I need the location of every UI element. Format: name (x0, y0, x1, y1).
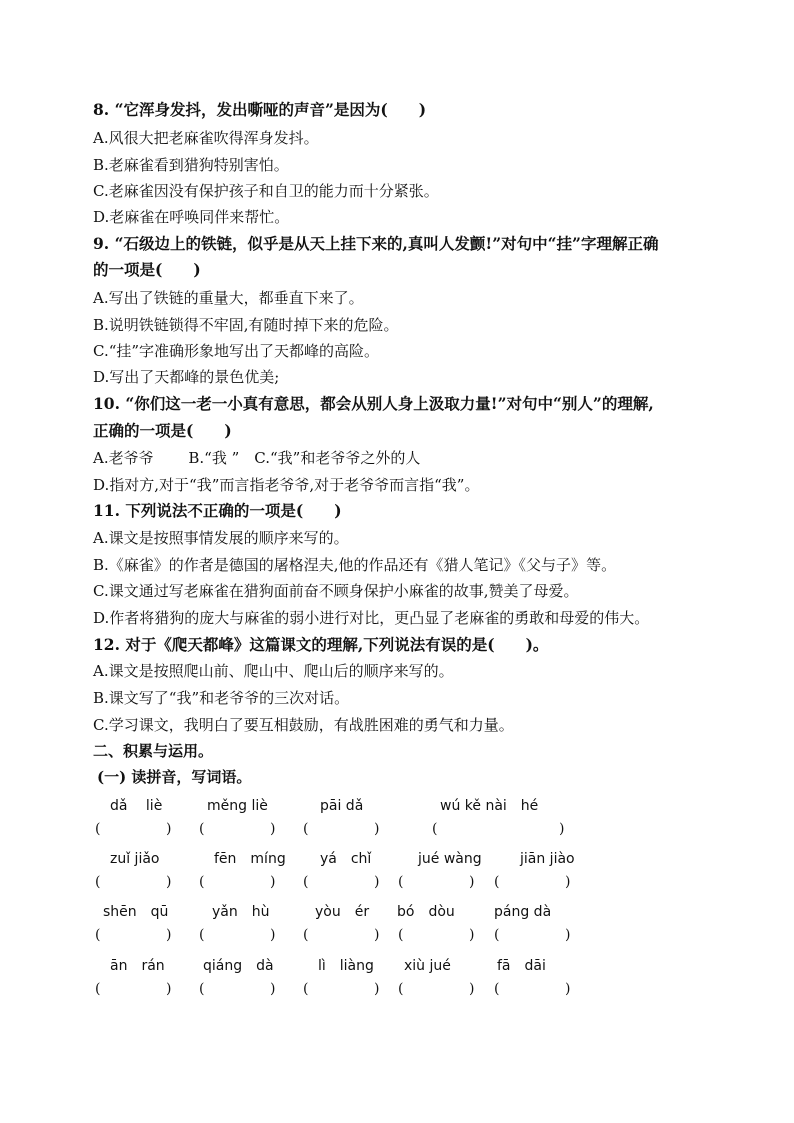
pinyin-label: měng liè (207, 798, 268, 814)
pinyin-label: shēn qū (103, 904, 169, 920)
pinyin-label: fēn míng (214, 851, 286, 867)
answer-blank-left-paren: ( (303, 821, 309, 837)
pinyin-label: zuǐ jiǎo (110, 851, 160, 867)
answer-blank-right-paren: ) (559, 821, 565, 837)
pinyin-label: yǎn hù (212, 904, 270, 920)
answer-blank-right-paren: ) (166, 874, 172, 890)
answer-blank-right-paren: ) (374, 927, 380, 943)
question-11-option-d: D.作者将猎狗的庞大与麻雀的弱小进行对比，更凸显了老麻雀的勇敢和母爱的伟大。 (93, 609, 650, 627)
pinyin-label: jué wàng (418, 851, 482, 867)
answer-blank-left-paren: ( (398, 981, 404, 997)
question-9-option-b: B.说明铁链锁得不牢固,有随时掉下来的危险。 (93, 316, 399, 334)
answer-blank-left-paren: ( (432, 821, 438, 837)
pinyin-label: ān rán (110, 958, 165, 974)
answer-blank-right-paren: ) (374, 874, 380, 890)
answer-blank-left-paren: ( (95, 874, 101, 890)
answer-blank-left-paren: ( (494, 981, 500, 997)
question-12-stem: 12. 对于《爬天都峰》这篇课文的理解,下列说法有误的是( )。 (93, 635, 549, 654)
answer-blank-left-paren: ( (199, 874, 205, 890)
question-8-option-c: C.老麻雀因没有保护孩子和自卫的能力而十分紧张。 (93, 182, 439, 200)
answer-blank-right-paren: ) (469, 927, 475, 943)
answer-blank-right-paren: ) (469, 981, 475, 997)
pinyin-label: qiáng dà (203, 958, 274, 974)
answer-blank-right-paren: ) (166, 821, 172, 837)
section-title: 二、积累与运用。 (93, 742, 214, 760)
answer-blank-left-paren: ( (303, 981, 309, 997)
answer-blank-left-paren: ( (95, 927, 101, 943)
answer-blank-right-paren: ) (565, 981, 571, 997)
answer-blank-left-paren: ( (303, 874, 309, 890)
question-12-option-b: B.课文写了“我”和老爷爷的三次对话。 (93, 689, 350, 707)
pinyin-label: páng dà (494, 904, 552, 920)
question-11-stem: 11. 下列说法不正确的一项是( ) (93, 501, 342, 520)
answer-blank-left-paren: ( (95, 981, 101, 997)
question-10-option-abc: A.老爷爷 B.“我 ” C.“我”和老爷爷之外的人 (93, 449, 421, 467)
pinyin-label: fā dāi (497, 958, 546, 974)
pinyin-label: wú kě nài hé (440, 798, 539, 814)
question-11-option-b: B.《麻雀》的作者是德国的屠格涅夫,他的作品还有《猎人笔记》《父与子》等。 (93, 556, 617, 574)
answer-blank-right-paren: ) (565, 874, 571, 890)
question-9-stem-line2: 的一项是( ) (93, 260, 201, 279)
answer-blank-right-paren: ) (270, 874, 276, 890)
question-10-stem-line2: 正确的一项是( ) (93, 421, 232, 440)
answer-blank-right-paren: ) (374, 821, 380, 837)
pinyin-label: yòu ér (315, 904, 370, 920)
answer-blank-left-paren: ( (95, 821, 101, 837)
answer-blank-right-paren: ) (166, 981, 172, 997)
answer-blank-left-paren: ( (199, 981, 205, 997)
question-8-option-d: D.老麻雀在呼唤同伴来帮忙。 (93, 208, 290, 226)
answer-blank-left-paren: ( (398, 874, 404, 890)
question-9-option-c: C.“挂”字准确形象地写出了天都峰的高险。 (93, 342, 380, 360)
question-10-stem-line1: 10. “你们这一老一小真有意思，都会从别人身上汲取力量!”对句中“别人”的理解, (93, 394, 654, 413)
pinyin-label: yá chǐ (320, 851, 372, 867)
answer-blank-left-paren: ( (398, 927, 404, 943)
question-9-option-d: D.写出了天都峰的景色优美; (93, 368, 280, 386)
pinyin-label: jiān jiào (520, 851, 575, 867)
question-8-stem: 8. “它浑身发抖，发出嘶哑的声音”是因为( ) (93, 100, 427, 119)
pinyin-label: lì liàng (318, 958, 374, 974)
answer-blank-left-paren: ( (494, 927, 500, 943)
question-12-option-c: C.学习课文，我明白了要互相鼓励，有战胜困难的勇气和力量。 (93, 716, 514, 734)
answer-blank-left-paren: ( (494, 874, 500, 890)
question-10-option-d: D.指对方,对于“我”而言指老爷爷,对于老爷爷而言指“我”。 (93, 476, 480, 494)
answer-blank-right-paren: ) (565, 927, 571, 943)
question-9-option-a: A.写出了铁链的重量大，都垂直下来了。 (93, 289, 364, 307)
pinyin-label: bó dòu (397, 904, 455, 920)
answer-blank-left-paren: ( (303, 927, 309, 943)
question-8-option-a: A.风很大把老麻雀吹得浑身发抖。 (93, 129, 319, 147)
answer-blank-right-paren: ) (374, 981, 380, 997)
pinyin-label: xiù jué (404, 958, 451, 974)
question-12-option-a: A.课文是按照爬山前、爬山中、爬山后的顺序来写的。 (93, 662, 454, 680)
pinyin-label: dǎ liè (110, 798, 163, 814)
answer-blank-left-paren: ( (199, 927, 205, 943)
question-11-option-a: A.课文是按照事情发展的顺序来写的。 (93, 529, 349, 547)
answer-blank-left-paren: ( (199, 821, 205, 837)
answer-blank-right-paren: ) (166, 927, 172, 943)
answer-blank-right-paren: ) (270, 821, 276, 837)
pinyin-label: pāi dǎ (320, 798, 364, 814)
subsection-title: (一) 读拼音，写词语。 (97, 768, 252, 786)
question-9-stem-line1: 9. “石级边上的铁链，似乎是从天上挂下来的,真叫人发颤!”对句中“挂”字理解正确 (93, 234, 659, 253)
question-11-option-c: C.课文通过写老麻雀在猎狗面前奋不顾身保护小麻雀的故事,赞美了母爱。 (93, 582, 579, 600)
answer-blank-right-paren: ) (270, 981, 276, 997)
question-8-option-b: B.老麻雀看到猎狗特别害怕。 (93, 156, 289, 174)
answer-blank-right-paren: ) (270, 927, 276, 943)
answer-blank-right-paren: ) (469, 874, 475, 890)
